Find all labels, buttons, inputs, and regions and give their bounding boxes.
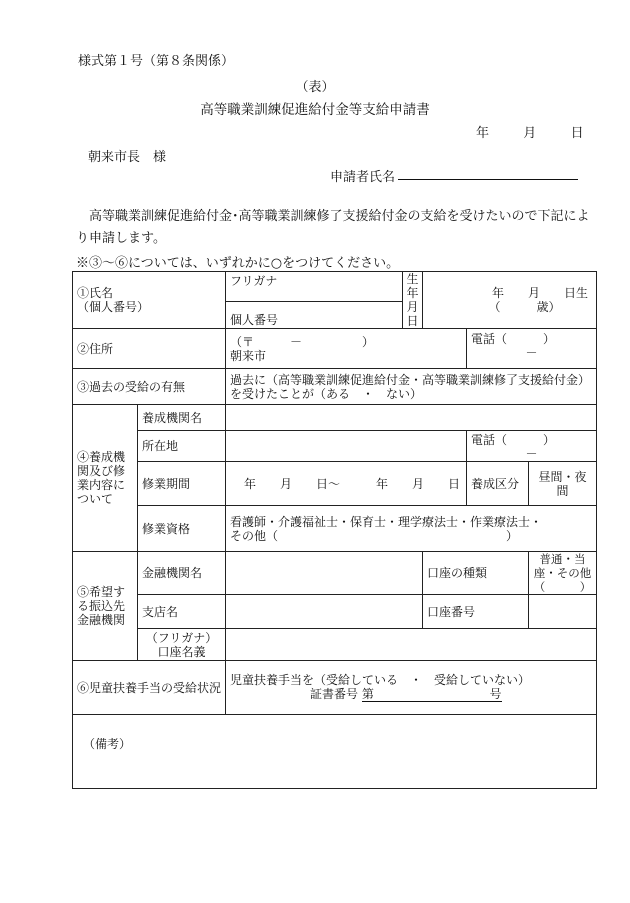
branch-field[interactable] (226, 595, 423, 629)
institution-label-cell (138, 405, 226, 431)
furigana-field[interactable] (226, 272, 403, 302)
child-allowance-field[interactable] (226, 661, 597, 715)
birth-char-1: 生 (406, 272, 419, 286)
bank-section-label: ⑤希望する振込先金融機関 (77, 585, 126, 627)
past-receipt-label-cell (73, 369, 226, 405)
bank-name-field[interactable] (226, 552, 423, 595)
account-number-label: 口座番号 (427, 604, 476, 619)
bank-label-cell (73, 552, 138, 661)
my-number-label: （個人番号） (77, 300, 150, 314)
account-types-other: （ ） (533, 580, 592, 594)
location-label-cell (138, 431, 226, 462)
my-number-field[interactable] (226, 301, 403, 328)
bank-name-label: 金融機関名 (142, 566, 203, 580)
intro-text: 高等職業訓練促進給付金･高等職業訓練修了支援給付金の支給を受けたいので下記により申請します。 (76, 209, 590, 246)
qualification-label: 修業資格 (142, 521, 191, 536)
remarks-field[interactable] (73, 715, 597, 789)
training-label-cell (73, 405, 138, 552)
postal-code: （〒 － ） (230, 334, 375, 349)
applicant-name-field[interactable] (398, 178, 578, 180)
account-number-field[interactable] (529, 595, 597, 629)
furigana-label: フリガナ (230, 274, 278, 288)
application-form-table (72, 271, 597, 789)
training-phone-field[interactable] (467, 431, 597, 462)
child-allowance-label: ⑥児童扶養手当の受給状況 (77, 680, 222, 695)
day-label: 日 (570, 126, 584, 141)
address-city: 朝来市 (230, 348, 267, 363)
my-number-sublabel: 個人番号 (230, 313, 279, 327)
month-label: 月 (523, 126, 537, 141)
training-phone-label: 電話（ ） (471, 433, 556, 447)
date-line (476, 122, 584, 141)
class-options-field[interactable] (529, 462, 597, 506)
certificate-number-line (230, 687, 592, 702)
account-holder-field[interactable] (226, 629, 597, 661)
training-label: ④養成機関及び修業内容について (77, 450, 126, 506)
bank-name-label-cell (138, 552, 226, 595)
period-label: 修業期間 (142, 476, 191, 491)
phone-dash: － (525, 346, 538, 360)
name-label-cell (73, 272, 226, 329)
period-value: 年 月 日～ 年 月 日 (244, 476, 461, 491)
applicant-name-label: 申請者氏名 (330, 170, 396, 185)
branch-label: 支店名 (142, 604, 179, 619)
age: （ 歳） (488, 300, 561, 314)
name-label: ①氏名 (77, 286, 114, 300)
account-holder-furigana: （フリガナ） (145, 630, 218, 645)
branch-label-cell (138, 595, 226, 629)
birth-char-2: 年 (406, 286, 419, 300)
past-receipt-field[interactable] (226, 369, 597, 405)
qualification-field[interactable] (226, 506, 597, 552)
child-allowance-text: 児童扶養手当を（受給している ・ 受給していない） (230, 673, 531, 687)
location-label: 所在地 (142, 439, 179, 453)
certificate-prefix: 第 (361, 687, 374, 701)
birth-char-3: 月 (406, 300, 419, 314)
child-allowance-label-cell (73, 661, 226, 715)
class-label: 養成区分 (471, 476, 520, 491)
account-type-label: 口座の種類 (427, 566, 488, 580)
year-label: 年 (476, 126, 490, 141)
phone-label: 電話（ ） (471, 332, 556, 346)
form-number: 様式第１号（第８条関係） (78, 54, 235, 69)
birth-date: 年 月 日生 (492, 286, 589, 300)
side-label: （表） (295, 80, 335, 95)
account-type-field[interactable] (529, 552, 597, 595)
qualification-label-cell (138, 506, 226, 552)
institution-field[interactable] (226, 405, 597, 431)
remarks-label: （備考） (83, 737, 132, 751)
document-title: 高等職業訓練促進給付金等支給申請書 (200, 102, 430, 118)
past-receipt-text: 過去に（高等職業訓練促進給付金・高等職業訓練修了支援給付金）を受けたことが（ある ・ ない） (230, 372, 591, 401)
qualification-line-1: 看護師・介護福祉士・保育士・理学療法士・作業療法士・ (230, 514, 543, 529)
addressee: 朝来市長 様 (88, 150, 167, 165)
address-field[interactable] (226, 329, 467, 369)
phone-field[interactable] (467, 329, 597, 369)
birth-date-vertical-label (403, 272, 423, 329)
past-receipt-label: ③過去の受給の有無 (77, 379, 186, 394)
class-options: 昼間・夜間 (538, 469, 587, 498)
period-label-cell (138, 462, 226, 506)
account-holder-label: 口座名義 (157, 644, 206, 659)
location-field[interactable] (226, 431, 467, 462)
class-label-cell (467, 462, 529, 506)
certificate-number-label: 証書番号 (310, 687, 359, 701)
address-label-cell (73, 329, 226, 369)
address-label: ②住所 (77, 341, 114, 356)
training-phone-dash: － (525, 447, 538, 461)
account-holder-label-cell (138, 629, 226, 661)
instruction-note: ※③～⑥については、いずれかに○をつけてください。 (76, 256, 400, 271)
account-types: 普通・当座・その他 (533, 552, 592, 580)
certificate-suffix: 号 (489, 687, 502, 701)
qualification-line-2: その他（ ） (230, 528, 519, 543)
account-number-label-cell (423, 595, 529, 629)
institution-label: 養成機関名 (142, 410, 203, 425)
birth-char-4: 日 (406, 314, 419, 328)
period-field[interactable] (226, 462, 467, 506)
account-type-label-cell (423, 552, 529, 595)
birth-date-field[interactable] (423, 272, 597, 329)
